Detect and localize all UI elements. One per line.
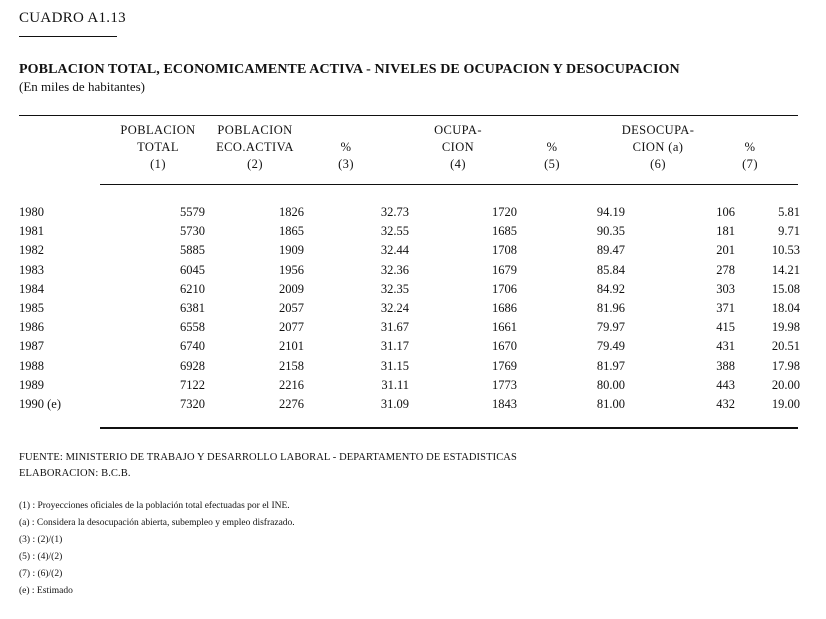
table-row [19, 318, 800, 337]
data-cell: 7122 [180, 377, 205, 392]
data-table [19, 203, 800, 414]
data-cell: 2158 [279, 358, 304, 373]
data-cell: 81.00 [596, 396, 625, 411]
data-cell: 18.04 [771, 301, 800, 316]
data-cell: 1708 [492, 243, 517, 258]
row-year-cell: 1983 [19, 262, 44, 277]
data-cell: 32.55 [380, 224, 409, 239]
data-cell: 5579 [180, 205, 205, 220]
data-cell: 1679 [492, 262, 517, 277]
data-cell: 1686 [492, 301, 517, 316]
data-cell: 32.35 [380, 281, 409, 296]
table-row [19, 357, 800, 376]
header-desocupacion: DESOCUPA- CION (a) (6) [621, 123, 695, 171]
data-cell: 1670 [492, 339, 517, 354]
data-cell: 2009 [279, 281, 304, 296]
document-label: CUADRO A1.13 [19, 10, 126, 26]
table-title: POBLACION TOTAL, ECONOMICAMENTE ACTIVA - NIVELES DE OCUPACION Y DESOCUPACION [19, 62, 680, 77]
table-row [19, 299, 800, 318]
data-cell: 181 [716, 224, 735, 239]
row-year-cell: 1980 [19, 205, 44, 220]
data-cell: 5.81 [778, 205, 800, 220]
data-cell: 6045 [180, 262, 205, 277]
footnote: (3) : (2)/(1) [19, 535, 63, 545]
data-cell: 32.24 [380, 301, 409, 316]
data-cell: 19.98 [771, 320, 800, 335]
data-cell: 85.84 [596, 262, 625, 277]
data-cell: 90.35 [596, 224, 625, 239]
data-cell: 32.73 [380, 205, 409, 220]
table-row [19, 222, 800, 241]
data-cell: 2077 [279, 320, 304, 335]
header-pct-7: % (7) [742, 140, 758, 171]
data-cell: 79.49 [596, 339, 625, 354]
data-cell: 371 [716, 301, 735, 316]
header-poblacion-total: POBLACION TOTAL (1) [120, 123, 196, 171]
data-cell: 32.36 [380, 262, 409, 277]
data-cell: 443 [716, 377, 735, 392]
data-cell: 20.51 [771, 339, 800, 354]
table-top-rule [19, 115, 798, 116]
data-cell: 1909 [279, 243, 304, 258]
data-cell: 1720 [492, 205, 517, 220]
source-line: FUENTE: MINISTERIO DE TRABAJO Y DESARROLLO LABORAL - DEPARTAMENTO DE ESTADISTICAS [19, 452, 517, 463]
data-cell: 32.44 [380, 243, 409, 258]
data-cell: 415 [716, 320, 735, 335]
data-cell: 5885 [180, 243, 205, 258]
data-cell: 432 [716, 396, 735, 411]
data-cell: 388 [716, 358, 735, 373]
data-cell: 31.15 [380, 358, 409, 373]
data-cell: 5730 [180, 224, 205, 239]
data-cell: 14.21 [771, 262, 800, 277]
data-cell: 2216 [279, 377, 304, 392]
data-cell: 19.00 [771, 396, 800, 411]
data-cell: 303 [716, 281, 735, 296]
data-cell: 1843 [492, 396, 517, 411]
data-cell: 9.71 [778, 224, 800, 239]
data-cell: 6210 [180, 281, 205, 296]
data-cell: 94.19 [596, 205, 625, 220]
data-cell: 1685 [492, 224, 517, 239]
data-cell: 31.67 [380, 320, 409, 335]
data-cell: 2101 [279, 339, 304, 354]
table-row [19, 337, 800, 356]
data-cell: 10.53 [771, 243, 800, 258]
data-cell: 6381 [180, 301, 205, 316]
data-cell: 15.08 [771, 281, 800, 296]
footnotes [19, 498, 295, 600]
data-cell: 79.97 [596, 320, 625, 335]
data-cell: 2057 [279, 301, 304, 316]
elaboration-line: ELABORACION: B.C.B. [19, 468, 131, 479]
data-cell: 201 [716, 243, 735, 258]
data-cell: 7320 [180, 396, 205, 411]
data-cell: 31.09 [380, 396, 409, 411]
document-label-underline [19, 36, 117, 37]
table-row [19, 261, 800, 280]
data-cell: 89.47 [596, 243, 625, 258]
data-cell: 106 [716, 205, 735, 220]
data-cell: 20.00 [771, 377, 800, 392]
data-cell: 31.17 [380, 339, 409, 354]
data-cell: 1865 [279, 224, 304, 239]
row-year-cell: 1988 [19, 358, 44, 373]
header-pct-5: % (5) [544, 140, 560, 171]
data-cell: 81.96 [596, 301, 625, 316]
header-ocupacion: OCUPA- CION (4) [434, 123, 482, 171]
table-subtitle: (En miles de habitantes) [19, 79, 145, 94]
data-cell: 1956 [279, 262, 304, 277]
row-year-cell: 1990 (e) [19, 396, 61, 411]
footnote: (1) : Proyecciones oficiales de la población total efectuadas por el INE. [19, 501, 290, 511]
data-cell: 1826 [279, 205, 304, 220]
footnote: (5) : (4)/(2) [19, 552, 63, 562]
data-cell: 6558 [180, 320, 205, 335]
header-poblacion-eco-activa: POBLACION ECO.ACTIVA (2) [216, 123, 294, 171]
table-row [19, 280, 800, 299]
table-row [19, 376, 800, 395]
table-row [19, 241, 800, 260]
data-cell: 1661 [492, 320, 517, 335]
data-cell: 278 [716, 262, 735, 277]
data-cell: 6928 [180, 358, 205, 373]
data-cell: 80.00 [596, 377, 625, 392]
row-year-cell: 1985 [19, 301, 44, 316]
source-footer [19, 450, 517, 482]
table-bottom-rule [100, 427, 798, 429]
data-cell: 1773 [492, 377, 517, 392]
row-year-cell: 1986 [19, 320, 44, 335]
row-year-cell: 1989 [19, 377, 44, 392]
data-cell: 1769 [492, 358, 517, 373]
row-year-cell: 1984 [19, 281, 44, 296]
data-cell: 84.92 [596, 281, 625, 296]
table-row [19, 395, 800, 414]
header-bottom-rule [100, 184, 798, 185]
data-cell: 31.11 [381, 377, 409, 392]
header-pct-3: % (3) [338, 140, 354, 171]
data-cell: 81.97 [596, 358, 625, 373]
table-row [19, 203, 800, 222]
footnote: (e) : Estimado [19, 586, 73, 596]
row-year-cell: 1982 [19, 243, 44, 258]
footnote: (7) : (6)/(2) [19, 569, 63, 579]
footnote: (a) : Considera la desocupación abierta, subempleo y empleo disfrazado. [19, 518, 295, 528]
data-cell: 431 [716, 339, 735, 354]
data-cell: 1706 [492, 281, 517, 296]
row-year-cell: 1981 [19, 224, 44, 239]
data-cell: 17.98 [771, 358, 800, 373]
data-cell: 6740 [180, 339, 205, 354]
row-year-cell: 1987 [19, 339, 44, 354]
data-cell: 2276 [279, 396, 304, 411]
